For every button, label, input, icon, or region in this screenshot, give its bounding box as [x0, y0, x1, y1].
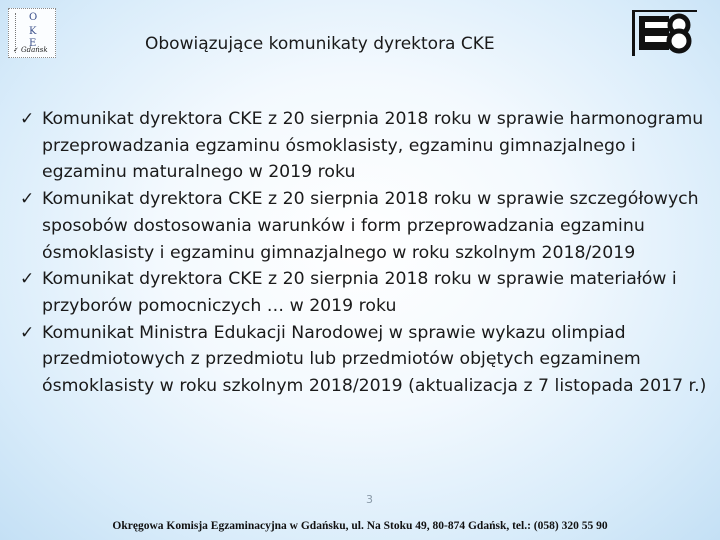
logo-letter-k: K	[29, 26, 37, 37]
checkmark-icon: ✓	[20, 189, 35, 210]
list-item	[22, 106, 712, 186]
list-item	[22, 186, 712, 266]
list-item	[22, 266, 712, 319]
list-item	[22, 320, 712, 400]
list-item-text: Komunikat dyrektora CKE z 20 sierpnia 2018 roku w sprawie materiałów i przyborów pomocniczych … w 2019 roku	[42, 269, 677, 316]
logo-letter-o: O	[29, 12, 38, 23]
page-number: 3	[366, 493, 373, 506]
announcement-list	[22, 106, 712, 400]
list-item-text: Komunikat Ministra Edukacji Narodowej w sprawie wykazu olimpiad przedmiotowych z przedmiotu lub przedmiotów objętych egzaminem ósmoklasisty w roku szkolnym 2018/2019 (aktualizacja z 7 listopada 2017 r.)	[42, 322, 707, 397]
page-title: Obowiązujące komunikaty dyrektora CKE	[145, 34, 495, 54]
footer-address: Okręgowa Komisja Egzaminacyjna w Gdańsku, ul. Na Stoku 49, 80-874 Gdańsk, tel.: (058) 320 55 90	[112, 520, 608, 532]
e8-logo-icon	[632, 10, 697, 56]
logo-city: Gdańsk	[21, 46, 48, 54]
checkmark-icon: ✓	[20, 269, 35, 290]
logo-check-icon: ✓	[13, 46, 19, 54]
oke-logo	[8, 8, 56, 58]
list-item-text: Komunikat dyrektora CKE z 20 sierpnia 2018 roku w sprawie harmonogramu przeprowadzania egzaminu ósmoklasisty, egzaminu gimnazjalnego i egzaminu maturalnego w 2019 roku	[42, 109, 704, 183]
logo-letter-e: E	[29, 38, 37, 49]
checkmark-icon: ✓	[20, 109, 35, 129]
checkmark-icon: ✓	[20, 322, 35, 343]
list-item-text: Komunikat dyrektora CKE z 20 sierpnia 2018 roku w sprawie szczegółowych sposobów dostosowania warunków i form przeprowadzania egzaminu ósmoklasisty i egzaminu gimnazjalnego w roku szkolnym 2018/2019	[42, 189, 699, 263]
